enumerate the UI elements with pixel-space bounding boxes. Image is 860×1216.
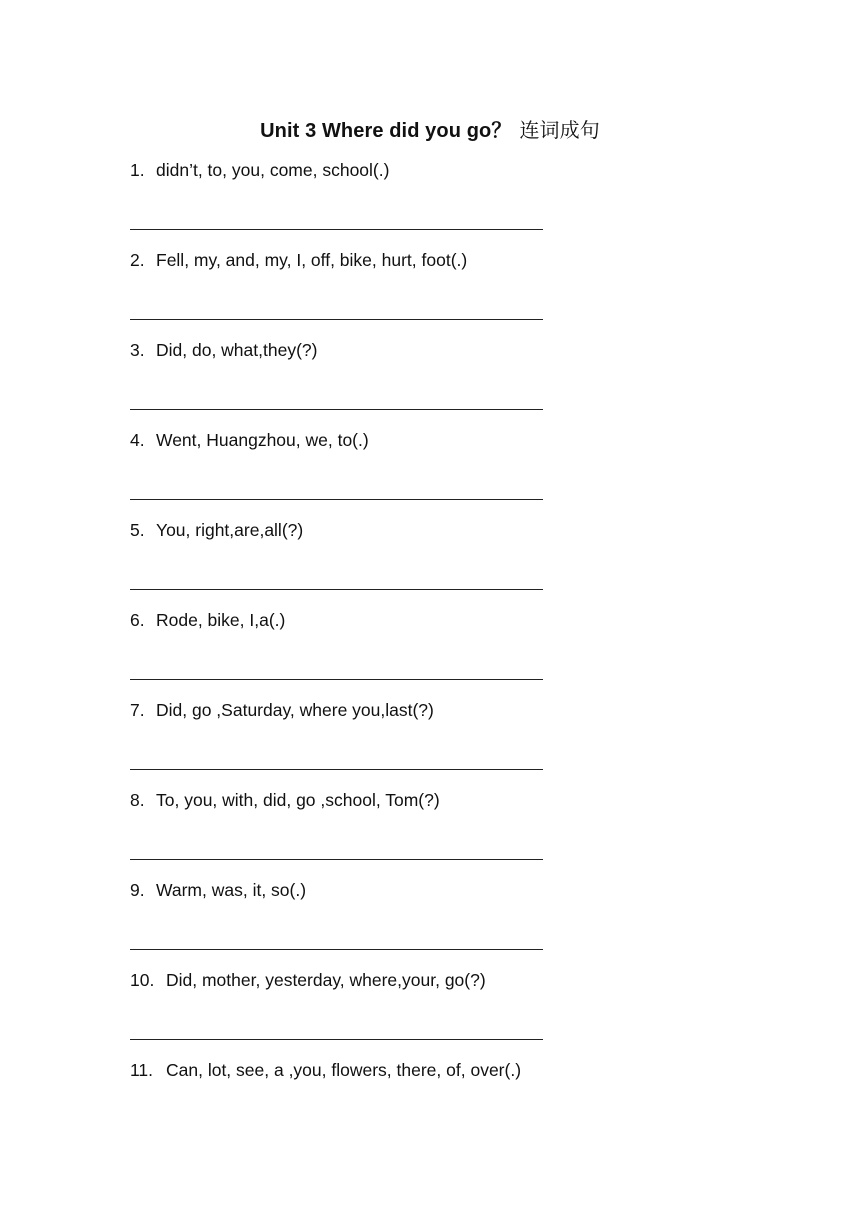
question-number: 1. <box>130 160 145 180</box>
question-text: Warm, was, it, so(.) <box>156 880 307 900</box>
question-text: Can, lot, see, a ,you, flowers, there, of, over(.) <box>166 1060 522 1080</box>
question-number: 7. <box>130 700 145 720</box>
question-text: To, you, with, did, go ,school, Tom(?) <box>156 790 440 810</box>
title-english: Unit 3 Where did you go？ <box>260 120 512 142</box>
question-number: 2. <box>130 250 145 270</box>
answer-line[interactable] <box>130 589 543 590</box>
question-text: You, right,are,all(?) <box>156 520 304 540</box>
question-number: 4. <box>130 430 145 450</box>
question-item <box>130 1060 730 1150</box>
question-list <box>130 160 730 1150</box>
answer-line[interactable] <box>130 229 543 230</box>
question-item <box>130 430 730 520</box>
question-number: 3. <box>130 340 145 360</box>
question-text: Fell, my, and, my, I, off, bike, hurt, foot(.) <box>156 250 468 270</box>
question-number: 6. <box>130 610 145 630</box>
answer-line[interactable] <box>130 769 543 770</box>
answer-line[interactable] <box>130 499 543 500</box>
question-item <box>130 970 730 1060</box>
answer-line[interactable] <box>130 679 543 680</box>
question-item <box>130 790 730 880</box>
question-text: Did, do, what,they(?) <box>156 340 318 360</box>
question-number: 8. <box>130 790 145 810</box>
title-chinese: 连词成句 <box>519 120 600 142</box>
question-item <box>130 250 730 340</box>
question-number: 11. <box>130 1060 154 1080</box>
answer-line[interactable] <box>130 1039 543 1040</box>
question-number: 10. <box>130 970 155 990</box>
question-item <box>130 610 730 700</box>
question-text: didn’t, to, you, come, school(.) <box>156 160 390 180</box>
answer-line[interactable] <box>130 409 543 410</box>
question-item <box>130 700 730 790</box>
answer-line[interactable] <box>130 859 543 860</box>
question-item <box>130 340 730 430</box>
answer-line[interactable] <box>130 319 543 320</box>
question-text: Went, Huangzhou, we, to(.) <box>156 430 369 450</box>
answer-line[interactable] <box>130 949 543 950</box>
question-item <box>130 160 730 250</box>
question-text: Rode, bike, I,a(.) <box>156 610 286 630</box>
question-number: 9. <box>130 880 145 900</box>
question-text: Did, go ,Saturday, where you,last(?) <box>156 700 434 720</box>
question-text: Did, mother, yesterday, where,your, go(?) <box>166 970 486 990</box>
question-item <box>130 880 730 970</box>
worksheet-title <box>0 114 860 143</box>
question-item <box>130 520 730 610</box>
question-number: 5. <box>130 520 145 540</box>
